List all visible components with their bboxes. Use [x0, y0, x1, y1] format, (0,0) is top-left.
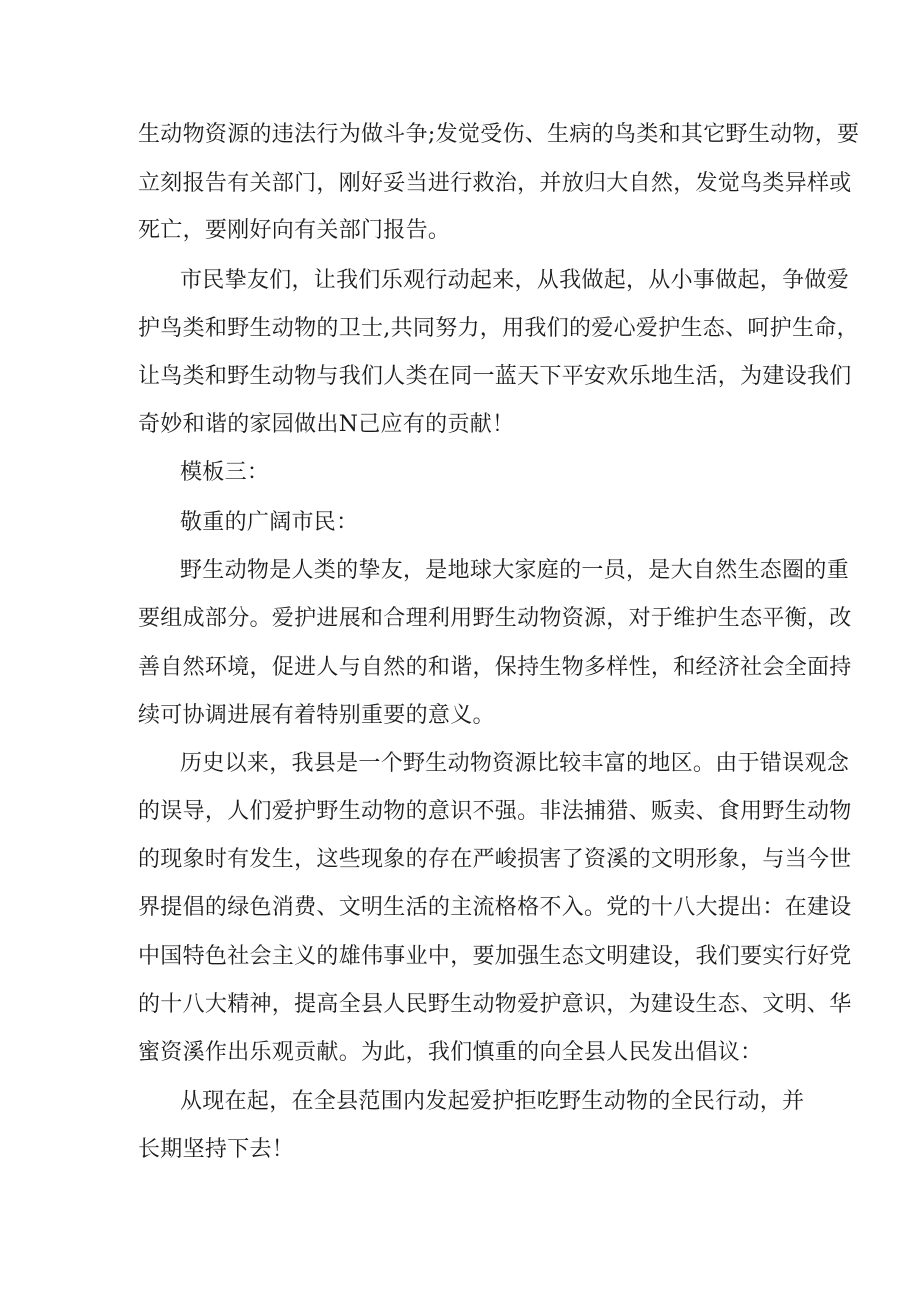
- text-line: 中国特色社会主义的雄伟事业中，要加强生态文明建设，我们要实行好党: [138, 944, 852, 969]
- text-line: 的现象时有发生，这些现象的存在严峻损害了资溪的文明形象，与当今世: [138, 847, 852, 872]
- text-line: 历史以来，我县是一个野生动物资源比较丰富的地区。由于错误观念: [180, 751, 850, 776]
- text-line: 护鸟类和野生动物的卫士,共同努力，用我们的爱心爱护生态、呵护生命，: [138, 316, 859, 341]
- text-line: 市民挚友们，让我们乐观行动起来，从我做起，从小事做起，争做爱: [180, 268, 850, 293]
- text-line: 生动物资源的违法行为做斗争;发觉受伤、生病的鸟类和其它野生动物，要: [138, 122, 860, 147]
- text-line: 立刻报告有关部门，刚好妥当进行救治，并放归大自然，发觉鸟类异样或: [138, 171, 852, 196]
- text-line: 野生动物是人类的挚友，是地球大家庭的一员，是大自然生态圈的重: [180, 558, 850, 583]
- salutation: 敬重的广阔市民：: [180, 510, 359, 535]
- text-line: 从现在起，在全县范围内发起爱护拒吃野生动物的全民行动，并: [180, 1089, 805, 1114]
- text-line: 奇妙和谐的家园做出N己应有的贡献！: [138, 412, 515, 437]
- text-line: 续可协调进展有着特别重要的意义。: [138, 703, 495, 728]
- text-line: 界提倡的绿色消费、文明生活的主流格格不入。党的十八大提出：在建设: [138, 895, 852, 920]
- text-line: 要组成部分。爱护进展和合理利用野生动物资源，对于维护生态平衡，改: [138, 606, 852, 631]
- text-line: 的十八大精神，提高全县人民野生动物爱护意识，为建设生态、文明、华: [138, 992, 852, 1017]
- section-heading: 模板三：: [180, 460, 270, 485]
- text-line: 死亡，要刚好向有关部门报告。: [138, 218, 451, 243]
- text-line: 的误导，人们爱护野生动物的意识不强。非法捕猎、贩卖、食用野生动物: [138, 799, 852, 824]
- text-line: 善自然环境，促进人与自然的和谐，保持生物多样性，和经济社会全面持: [138, 655, 852, 680]
- text-line: 让鸟类和野生动物与我们人类在同一蓝天下平安欢乐地生活，为建设我们: [138, 364, 852, 389]
- text-line: 长期坚持下去！: [138, 1137, 295, 1162]
- text-line: 蜜资溪作出乐观贡献。为此，我们慎重的向全县人民发出倡议：: [138, 1040, 763, 1065]
